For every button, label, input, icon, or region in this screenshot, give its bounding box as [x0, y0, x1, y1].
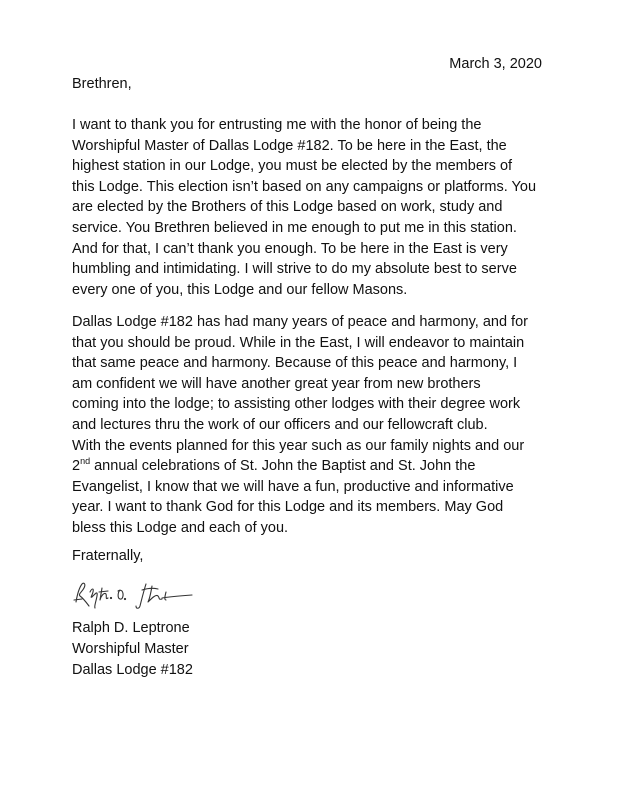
paragraph-line: Dallas Lodge #182 has had many years of peace and harmony, and for: [72, 314, 528, 330]
paragraph-line: I want to thank you for entrusting me with the honor of being the: [72, 117, 482, 133]
paragraph-line: highest station in our Lodge, you must be elected by the members of: [72, 158, 513, 175]
paragraph-line: are elected by the Brothers of this Lodge based on work, study and: [72, 199, 503, 216]
signer-lodge: Dallas Lodge #182: [72, 662, 193, 678]
paragraph-line-ordinal: [72, 456, 550, 477]
ordinal-suffix: nd: [80, 456, 91, 467]
paragraph-1: [72, 115, 550, 300]
paragraph-line: that you should be proud. While in the East, I will endeavor to maintain: [72, 334, 525, 351]
paragraph-line: humbling and intimidating. I will strive to do my absolute best to serve: [72, 261, 517, 278]
paragraph-line: am confident we will have another great year from new brothers: [72, 375, 481, 392]
salutation: Brethren,: [72, 76, 132, 92]
closing: Fraternally,: [72, 548, 144, 564]
paragraph-line: And for that, I can’t thank you enough. To be here in the East is very: [72, 240, 508, 257]
paragraph-line: this Lodge. This election isn’t based on any campaigns or platforms. You: [72, 178, 537, 195]
signature-block: [72, 618, 193, 681]
signer-title: Worshipful Master: [72, 641, 189, 657]
signer-name: Ralph D. Leptrone: [72, 620, 190, 636]
paragraph-line: and lectures thru the work of our officers and our fellowcraft club.: [72, 416, 488, 433]
letter-date: March 3, 2020: [449, 56, 542, 72]
ordinal-line-rest: annual celebrations of St. John the Baptist and St. John the: [90, 458, 476, 475]
paragraph-line: every one of you, this Lodge and our fellow Masons.: [72, 281, 408, 298]
paragraph-line: service. You Brethren believed in me enough to put me in this station.: [72, 219, 517, 236]
ordinal-number: 2: [72, 458, 81, 475]
handwritten-signature: [68, 578, 208, 614]
paragraph-line: With the events planned for this year such as our family nights and our: [72, 437, 525, 454]
paragraph-line: year. I want to thank God for this Lodge and its members. May God: [72, 499, 504, 516]
paragraph-2: [72, 312, 550, 539]
paragraph-line: Worshipful Master of Dallas Lodge #182. To be here in the East, the: [72, 137, 507, 154]
paragraph-line: coming into the lodge; to assisting other lodges with their degree work: [72, 396, 521, 413]
paragraph-line: that same peace and harmony. Because of this peace and harmony, I: [72, 355, 518, 372]
paragraph-line: Evangelist, I know that we will have a fun, productive and informative: [72, 478, 514, 495]
paragraph-line: bless this Lodge and each of you.: [72, 519, 289, 536]
